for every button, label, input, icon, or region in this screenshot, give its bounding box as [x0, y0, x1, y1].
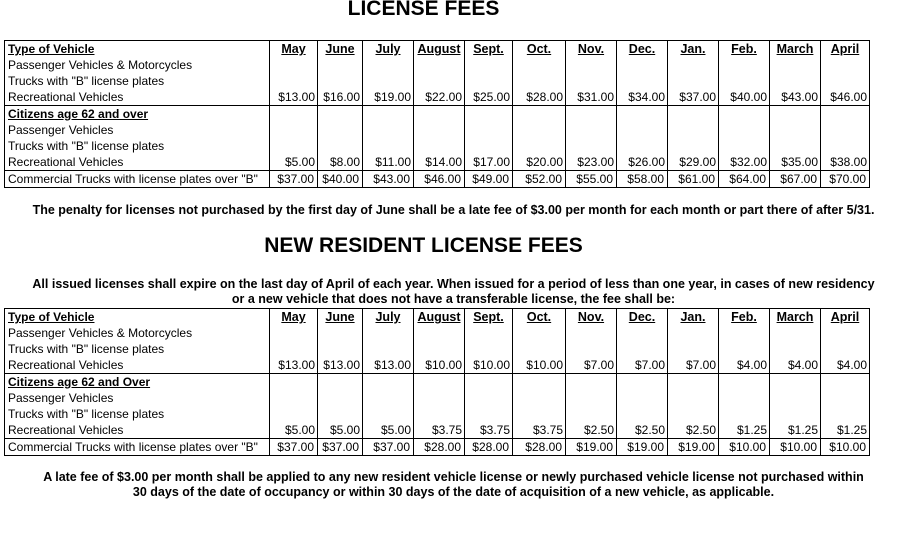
group-row-standard	[5, 41, 870, 106]
fee-value: $55.00	[566, 171, 617, 188]
month-header: April	[830, 42, 860, 56]
month-price-cell	[414, 106, 465, 171]
month-price-cell	[414, 309, 465, 374]
vehicle-category-label: Trucks with "B" license plates	[8, 407, 165, 421]
fee-value: $43.00	[781, 90, 818, 104]
month-header: July	[375, 42, 401, 56]
fee-value: $40.00	[318, 171, 363, 188]
fee-value: $17.00	[473, 155, 510, 169]
group-row-standard	[5, 309, 870, 374]
month-header: June	[325, 310, 355, 324]
vehicle-category-label: Recreational Vehicles	[8, 155, 124, 169]
senior-group-header: Citizens age 62 and Over	[8, 375, 151, 389]
month-price-cell	[668, 106, 719, 171]
fee-value: $31.00	[577, 90, 614, 104]
fee-value: $19.00	[668, 439, 719, 456]
month-price-cell	[668, 309, 719, 374]
month-header: May	[281, 310, 306, 324]
month-price-cell	[318, 374, 363, 439]
month-price-cell	[513, 309, 566, 374]
commercial-label: Commercial Trucks with license plates over "B"	[5, 171, 270, 188]
fee-value: $34.00	[628, 90, 665, 104]
month-header: Dec.	[628, 42, 656, 56]
vehicle-category-label: Recreational Vehicles	[8, 358, 124, 372]
month-header: Sept.	[473, 42, 504, 56]
month-price-cell	[363, 41, 414, 106]
fee-value: $43.00	[363, 171, 414, 188]
fee-value: $1.25	[836, 423, 867, 437]
month-price-cell	[270, 309, 318, 374]
month-header: August	[417, 310, 461, 324]
fee-value: $58.00	[617, 171, 668, 188]
fee-value: $37.00	[679, 90, 716, 104]
month-header: August	[417, 42, 461, 56]
fee-value: $11.00	[375, 155, 411, 169]
month-price-cell	[770, 374, 821, 439]
group-row-seniors	[5, 374, 870, 439]
month-header: July	[375, 310, 401, 324]
fee-value: $46.00	[830, 90, 867, 104]
fee-value: $19.00	[617, 439, 668, 456]
fee-value: $37.00	[318, 439, 363, 456]
month-price-cell	[770, 309, 821, 374]
fee-value: $2.50	[634, 423, 665, 437]
fee-value: $23.00	[577, 155, 614, 169]
fee-value: $5.00	[329, 423, 360, 437]
month-price-cell	[270, 106, 318, 171]
month-header: Dec.	[628, 310, 656, 324]
fee-value: $3.75	[532, 423, 563, 437]
vehicle-category-label: Recreational Vehicles	[8, 90, 124, 104]
fee-value: $10.00	[821, 439, 870, 456]
month-header: Jan.	[680, 42, 706, 56]
fee-value: $29.00	[679, 155, 716, 169]
fee-value: $28.00	[513, 439, 566, 456]
fee-value: $8.00	[329, 155, 360, 169]
month-price-cell	[513, 41, 566, 106]
senior-type-cell	[5, 374, 270, 439]
month-price-cell	[363, 106, 414, 171]
fee-value: $22.00	[425, 90, 462, 104]
license-fees-table	[4, 40, 870, 188]
month-header: March	[776, 42, 814, 56]
section-title-new-resident: NEW RESIDENT LICENSE FEES	[264, 234, 583, 257]
month-header: April	[830, 310, 860, 324]
vehicle-category-label: Passenger Vehicles	[8, 123, 114, 137]
vehicle-type-cell	[5, 309, 270, 374]
vehicle-category-label: Recreational Vehicles	[8, 423, 124, 437]
vehicle-category-label: Trucks with "B" license plates	[8, 342, 165, 356]
month-price-cell	[318, 309, 363, 374]
month-price-cell	[821, 374, 870, 439]
new-resident-fees-table	[4, 308, 870, 456]
fee-value: $16.00	[323, 90, 360, 104]
month-price-cell	[465, 41, 513, 106]
intro-note-line-2: or a new vehicle that does not have a transferable license, the fee shall be:	[231, 292, 676, 306]
fee-value: $32.00	[730, 155, 767, 169]
fee-value: $14.00	[425, 155, 462, 169]
fee-value: $70.00	[821, 171, 870, 188]
fee-value: $25.00	[473, 90, 510, 104]
fee-value: $7.00	[634, 358, 665, 372]
fee-value: $4.00	[787, 358, 818, 372]
month-price-cell	[770, 106, 821, 171]
month-header: Nov.	[577, 310, 605, 324]
fee-value: $3.75	[431, 423, 462, 437]
fee-value: $7.00	[583, 358, 614, 372]
fee-value: $4.00	[836, 358, 867, 372]
month-header: Feb.	[731, 310, 757, 324]
fee-value: $19.00	[374, 90, 411, 104]
month-header: Oct.	[526, 42, 552, 56]
month-header: March	[776, 310, 814, 324]
fee-value: $3.75	[479, 423, 510, 437]
month-price-cell	[270, 41, 318, 106]
fee-value: $10.00	[473, 358, 510, 372]
month-price-cell	[719, 41, 770, 106]
month-price-cell	[617, 374, 668, 439]
month-price-cell	[668, 41, 719, 106]
vehicle-category-label: Passenger Vehicles & Motorcycles	[8, 326, 193, 340]
fee-value: $37.00	[270, 439, 318, 456]
month-price-cell	[617, 106, 668, 171]
vehicle-type-cell	[5, 41, 270, 106]
fee-value: $10.00	[526, 358, 563, 372]
group-row-seniors	[5, 106, 870, 171]
fee-value: $28.00	[414, 439, 465, 456]
fee-value: $28.00	[465, 439, 513, 456]
fee-value: $10.00	[425, 358, 462, 372]
month-header: Sept.	[473, 310, 504, 324]
intro-note-line-1: All issued licenses shall expire on the last day of April of each year. When issued for a period of less than one year, in cases of new residency	[32, 277, 875, 291]
fee-value: $19.00	[566, 439, 617, 456]
late-fee-note-line-1: A late fee of $3.00 per month shall be applied to any new resident vehicle license or newly purchased vehicle license not purchased within	[43, 470, 864, 484]
fee-value: $2.50	[583, 423, 614, 437]
fee-value: $5.00	[284, 423, 315, 437]
vehicle-type-header: Type of Vehicle	[8, 310, 95, 324]
fee-value: $13.00	[278, 358, 315, 372]
page-title: LICENSE FEES	[347, 0, 500, 20]
fee-value: $49.00	[465, 171, 513, 188]
commercial-label: Commercial Trucks with license plates over "B"	[5, 439, 270, 456]
month-price-cell	[566, 309, 617, 374]
fee-value: $5.00	[284, 155, 315, 169]
month-price-cell	[668, 374, 719, 439]
month-header: Oct.	[526, 310, 552, 324]
month-price-cell	[513, 106, 566, 171]
vehicle-category-label: Trucks with "B" license plates	[8, 139, 165, 153]
month-price-cell	[318, 41, 363, 106]
month-header: May	[281, 42, 306, 56]
fee-value: $10.00	[770, 439, 821, 456]
fee-value: $1.25	[787, 423, 818, 437]
group-row-commercial	[5, 171, 870, 188]
fee-value: $5.00	[380, 423, 411, 437]
vehicle-category-label: Trucks with "B" license plates	[8, 74, 165, 88]
fee-value: $7.00	[685, 358, 716, 372]
month-price-cell	[414, 374, 465, 439]
month-price-cell	[770, 41, 821, 106]
fee-value: $46.00	[414, 171, 465, 188]
fee-value: $67.00	[770, 171, 821, 188]
penalty-note: The penalty for licenses not purchased by the first day of June shall be a late fee of $3.00 per month for each month or part there of after 5/31.	[32, 203, 875, 217]
month-price-cell	[414, 41, 465, 106]
month-price-cell	[465, 374, 513, 439]
fee-value: $37.00	[270, 171, 318, 188]
month-price-cell	[465, 106, 513, 171]
fee-value: $35.00	[781, 155, 818, 169]
vehicle-type-header: Type of Vehicle	[8, 42, 95, 56]
month-price-cell	[513, 374, 566, 439]
month-price-cell	[617, 309, 668, 374]
vehicle-category-label: Passenger Vehicles & Motorcycles	[8, 58, 193, 72]
month-price-cell	[270, 374, 318, 439]
fee-value: $20.00	[526, 155, 563, 169]
fee-value: $4.00	[736, 358, 767, 372]
fee-value: $37.00	[363, 439, 414, 456]
senior-type-cell	[5, 106, 270, 171]
month-price-cell	[821, 41, 870, 106]
fee-value: $52.00	[513, 171, 566, 188]
month-price-cell	[566, 106, 617, 171]
fee-value: $26.00	[628, 155, 665, 169]
fee-value: $13.00	[374, 358, 411, 372]
group-row-commercial	[5, 439, 870, 456]
fee-value: $10.00	[719, 439, 770, 456]
fee-value: $64.00	[719, 171, 770, 188]
month-price-cell	[617, 41, 668, 106]
fee-value: $13.00	[278, 90, 315, 104]
month-price-cell	[566, 374, 617, 439]
month-price-cell	[566, 41, 617, 106]
month-price-cell	[363, 374, 414, 439]
fee-value: $28.00	[526, 90, 563, 104]
month-price-cell	[318, 106, 363, 171]
month-header: Feb.	[731, 42, 757, 56]
fee-value: $61.00	[668, 171, 719, 188]
fee-value: $2.50	[685, 423, 716, 437]
month-header: June	[325, 42, 355, 56]
senior-group-header: Citizens age 62 and over	[8, 107, 149, 121]
fee-value: $13.00	[323, 358, 360, 372]
month-price-cell	[363, 309, 414, 374]
month-price-cell	[465, 309, 513, 374]
fee-value: $40.00	[730, 90, 767, 104]
month-price-cell	[719, 309, 770, 374]
month-header: Jan.	[680, 310, 706, 324]
late-fee-note-line-2: 30 days of the date of occupancy or within 30 days of the date of acquisition of a new vehicle, as applicable.	[132, 485, 775, 499]
month-price-cell	[719, 106, 770, 171]
month-price-cell	[821, 106, 870, 171]
vehicle-category-label: Passenger Vehicles	[8, 391, 114, 405]
month-price-cell	[821, 309, 870, 374]
month-header: Nov.	[577, 42, 605, 56]
fee-value: $38.00	[830, 155, 867, 169]
fee-value: $1.25	[736, 423, 767, 437]
month-price-cell	[719, 374, 770, 439]
